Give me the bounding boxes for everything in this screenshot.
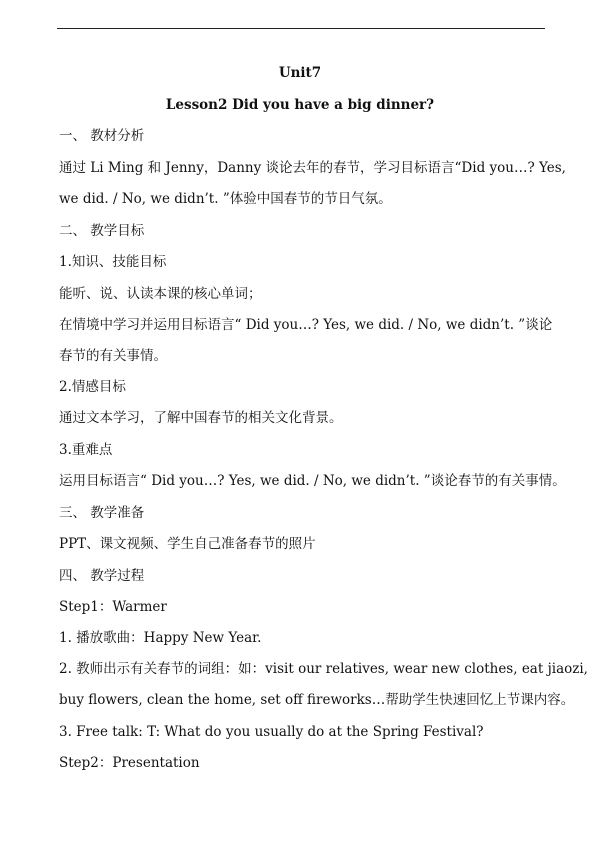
paragraph-line: 通过文本学习，了解中国春节的相关文化背景。 bbox=[59, 410, 343, 426]
lesson-title: Lesson2 Did you have a big dinner? bbox=[165, 97, 435, 113]
unit-heading: Unit7 bbox=[278, 65, 322, 81]
paragraph-line: buy flowers, clean the home, set off fireworks…帮助学生快速回忆上节课内容。 bbox=[59, 692, 575, 708]
paragraph-line: 在情境中学习并运用目标语言“ Did you…? Yes, we did. / No, we didn’t. ”谈论 bbox=[59, 317, 553, 333]
list-item: 3. Free talk: T: What do you usually do at the Spring Festival? bbox=[59, 724, 484, 740]
step-heading-presentation: Step2：Presentation bbox=[59, 755, 200, 771]
section-heading-preparation: 三、 教学准备 bbox=[59, 505, 145, 521]
subheading-key-points: 3.重难点 bbox=[59, 442, 113, 458]
step-heading-warmer: Step1：Warmer bbox=[59, 599, 167, 615]
list-item: 2. 教师出示有关春节的词组：如：visit our relatives, wear new clothes, eat jiaozi, bbox=[59, 661, 588, 677]
section-heading-teaching-process: 四、 教学过程 bbox=[59, 568, 145, 584]
paragraph-line: 通过 Li Ming 和 Jenny，Danny 谈论去年的春节，学习目标语言“Did you…? Yes, bbox=[59, 160, 566, 176]
paragraph-line: PPT、课文视频、学生自己准备春节的照片 bbox=[59, 536, 316, 552]
subheading-emotional-goals: 2.情感目标 bbox=[59, 379, 126, 395]
section-heading-teaching-goals: 二、 教学目标 bbox=[59, 223, 145, 239]
paragraph-line: 春节的有关事情。 bbox=[59, 348, 167, 364]
section-heading-textbook-analysis: 一、 教材分析 bbox=[59, 128, 145, 144]
paragraph-line: 能听、说、认读本课的核心单词； bbox=[59, 286, 262, 302]
paragraph-line: 运用目标语言“ Did you…? Yes, we did. / No, we didn’t. ”谈论春节的有关事情。 bbox=[59, 473, 566, 489]
header-rule bbox=[57, 28, 545, 29]
list-item: 1. 播放歌曲：Happy New Year. bbox=[59, 630, 262, 646]
subheading-knowledge-skills: 1.知识、技能目标 bbox=[59, 254, 167, 270]
paragraph-line: we did. / No, we didn’t. ”体验中国春节的节日气氛。 bbox=[59, 191, 392, 207]
